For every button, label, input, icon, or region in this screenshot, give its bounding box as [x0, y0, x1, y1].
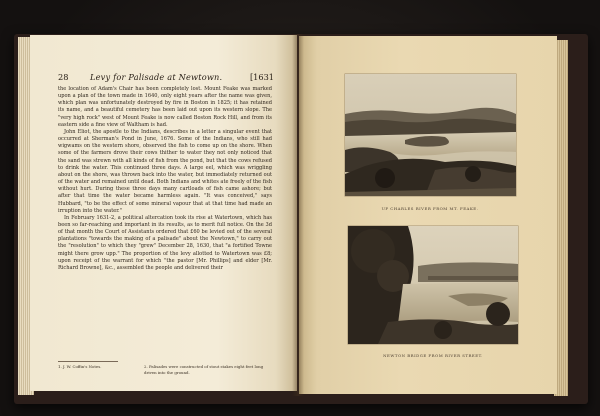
caption-charles-river: UP CHARLES RIVER FROM MT. FEAKE. — [381, 206, 479, 211]
paragraph: John Eliot, the apostle to the Indians, describes in a letter a singular event that occurred at Sherman's Pond in June, 1676. Some of the Indians, who still had wigwams on the western shore, observed the fish to come up on the shore. When some of the farmers drove their cows thither to water they not only noticed that the sand was strewn with all kinds of fish from the pond, but that the cows refused to drink the water. This continued three days. A large eel, which was wriggling about on the shore, was thrown back into the water, but immediately returned out of the water and remained until dead. Both Indians and whites ate freely of the fish without hurt. During these three days many cartloads of fish came ashore; but after that time the water became harmless again. "It was conceived," says Hubbard, "to be the effect of some mineral vapour that at that time had made an irruption into the water." — [58, 128, 272, 214]
photo-newton-bridge — [348, 226, 518, 344]
page-number: 28 — [58, 72, 69, 82]
running-header — [58, 72, 284, 84]
running-title: Levy for Palisade at Newtown. — [90, 72, 223, 82]
paragraph: the location of Adam's Chair has been completely lost. Mount Feake was marked upon a plan of the town made in 1640, only eight years after the name was given, which plan was unfortunately destroyed by fire in Boston in 1825; it has retained its name, and a beautiful cemetery has been laid out upon its western slope. The "very high rock" west of Mount Feake is now called Boston Rock Hill, and from its eastern side a fine view of Waltham is had. — [58, 86, 272, 128]
paragraph: In February 1631-2, a political altercation took its rise at Watertown, which has been so far-reaching and important in its results, as to merit full notice. On the 3d of that month the Court of Assistants ordered that £60 be levied out of the several plantations "towards the making of a palisade" about the Newtown," to carry out the "resolution" to which they "grew" December 28, 1630, that "a fortified Towne might there grow upp." The proportion of the levy allotted to Watertown was £8; upon receipt of the warrant for which "the pastor [Mr. Phillips] and elder [Mr. Richard Browne], &c., assembled the people and delivered their — [58, 214, 272, 271]
photo-charles-river — [345, 74, 516, 196]
caption-newton-bridge: NEWTON BRIDGE FROM RIVER STREET. — [383, 353, 483, 358]
photo-charles-river-image — [345, 74, 516, 196]
book-gutter — [292, 34, 304, 396]
body-text — [58, 86, 272, 358]
header-year: [1631 — [249, 72, 274, 82]
photo-newton-bridge-image — [348, 226, 518, 344]
footnote-rule — [58, 361, 118, 362]
footnote-2: 2. Palisades were constructed of stout stakes eight feet long driven into the ground. — [144, 364, 264, 375]
footnote-1: 1. J. W. Coffin's Notes. — [58, 364, 102, 369]
footnotes — [58, 364, 272, 386]
